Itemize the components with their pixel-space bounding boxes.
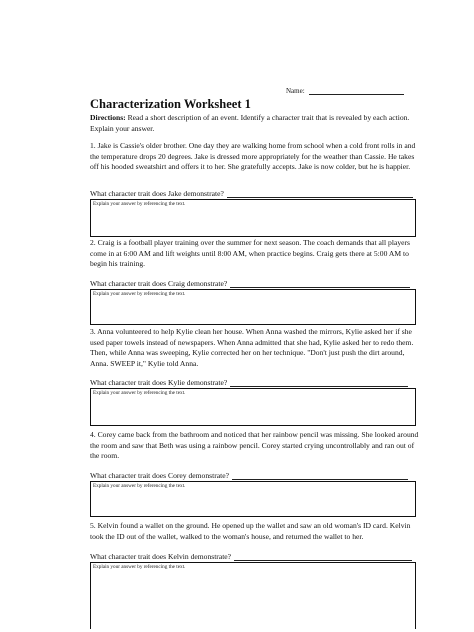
answer-line-2[interactable] [230,281,410,288]
prompt-2: What character trait does Craig demonstrate? [90,279,228,288]
passage-1: 1. Jake is Cassie's older brother. One day they are walking home from school when a cold front rolls in and the temperature drops 20 degrees. Jake is dressed more appropriately for the weather than Cassie. He takes off his hooded sweatshirt and offers it to her. She gratefully accepts. Jake is now colder, but he is happier. [90,141,416,172]
explain-box-label-4: Explain your answer by referencing the text. [93,483,186,489]
passage-5: 5. Kelvin found a wallet on the ground. He opened up the wallet and saw an old woman's ID card. Kelvin took the ID out of the wallet, walked to the woman's house, and returned the wallet to her. [90,521,411,541]
prompt-5: What character trait does Kelvin demonstrate? [90,552,232,561]
explain-box-1[interactable] [90,199,416,237]
answer-line-5[interactable] [234,554,412,561]
directions [90,113,420,134]
explain-box-label-5: Explain your answer by referencing the text. [93,564,186,570]
answer-line-3[interactable] [230,380,408,387]
answer-line-1[interactable] [227,191,413,198]
prompt-row-1 [90,189,420,198]
passage-2: 2. Craig is a football player training over the summer for next season. The coach demands that all players come in at 6:00 AM and lift weights until 8:00 AM, when practice begins. Craig gets there at 5:00 AM to begin his training. [90,238,410,269]
prompt-3: What character trait does Kylie demonstrate? [90,378,228,387]
prompt-row-3 [90,378,420,387]
directions-text: Read a short description of an event. Identify a character trait that is revealed by each action. Explain your answer. [90,113,410,133]
explain-box-3[interactable] [90,388,416,426]
explain-box-5[interactable] [90,562,416,629]
explain-box-4[interactable] [90,481,416,517]
name-line[interactable] [309,88,404,95]
name-label: Name: [286,87,305,95]
explain-box-label-2: Explain your answer by referencing the text. [93,291,186,297]
prompt-1: What character trait does Jake demonstrate? [90,189,224,198]
explain-box-2[interactable] [90,289,416,325]
prompt-row-5 [90,552,420,561]
explain-box-label-1: Explain your answer by referencing the text. [93,201,186,207]
name-field-row [286,87,404,95]
prompt-4: What character trait does Corey demonstrate? [90,471,229,480]
explain-box-label-3: Explain your answer by referencing the text. [93,390,186,396]
answer-line-4[interactable] [232,473,408,480]
passage-3: 3. Anna volunteered to help Kylie clean her house. When Anna washed the mirrors, Kylie asked her if she used paper towels instead of newspapers. When Anna admitted that she had, Kylie asked her to redo them. Then, while Anna was sweeping, Kylie corrected her on her technique. "Don't just push the dirt around, Anna. SWEEP it," Kylie told Anna. [90,327,414,368]
prompt-row-2 [90,279,420,288]
prompt-row-4 [90,471,420,480]
directions-label: Directions: [90,113,126,122]
passage-4: 4. Corey came back from the bathroom and noticed that her rainbow pencil was missing. She looked around the room and saw that Beth was using a rainbow pencil. Corey started crying uncontrollably and ran out of the room. [90,430,419,461]
page-title: Characterization Worksheet 1 [90,97,251,111]
